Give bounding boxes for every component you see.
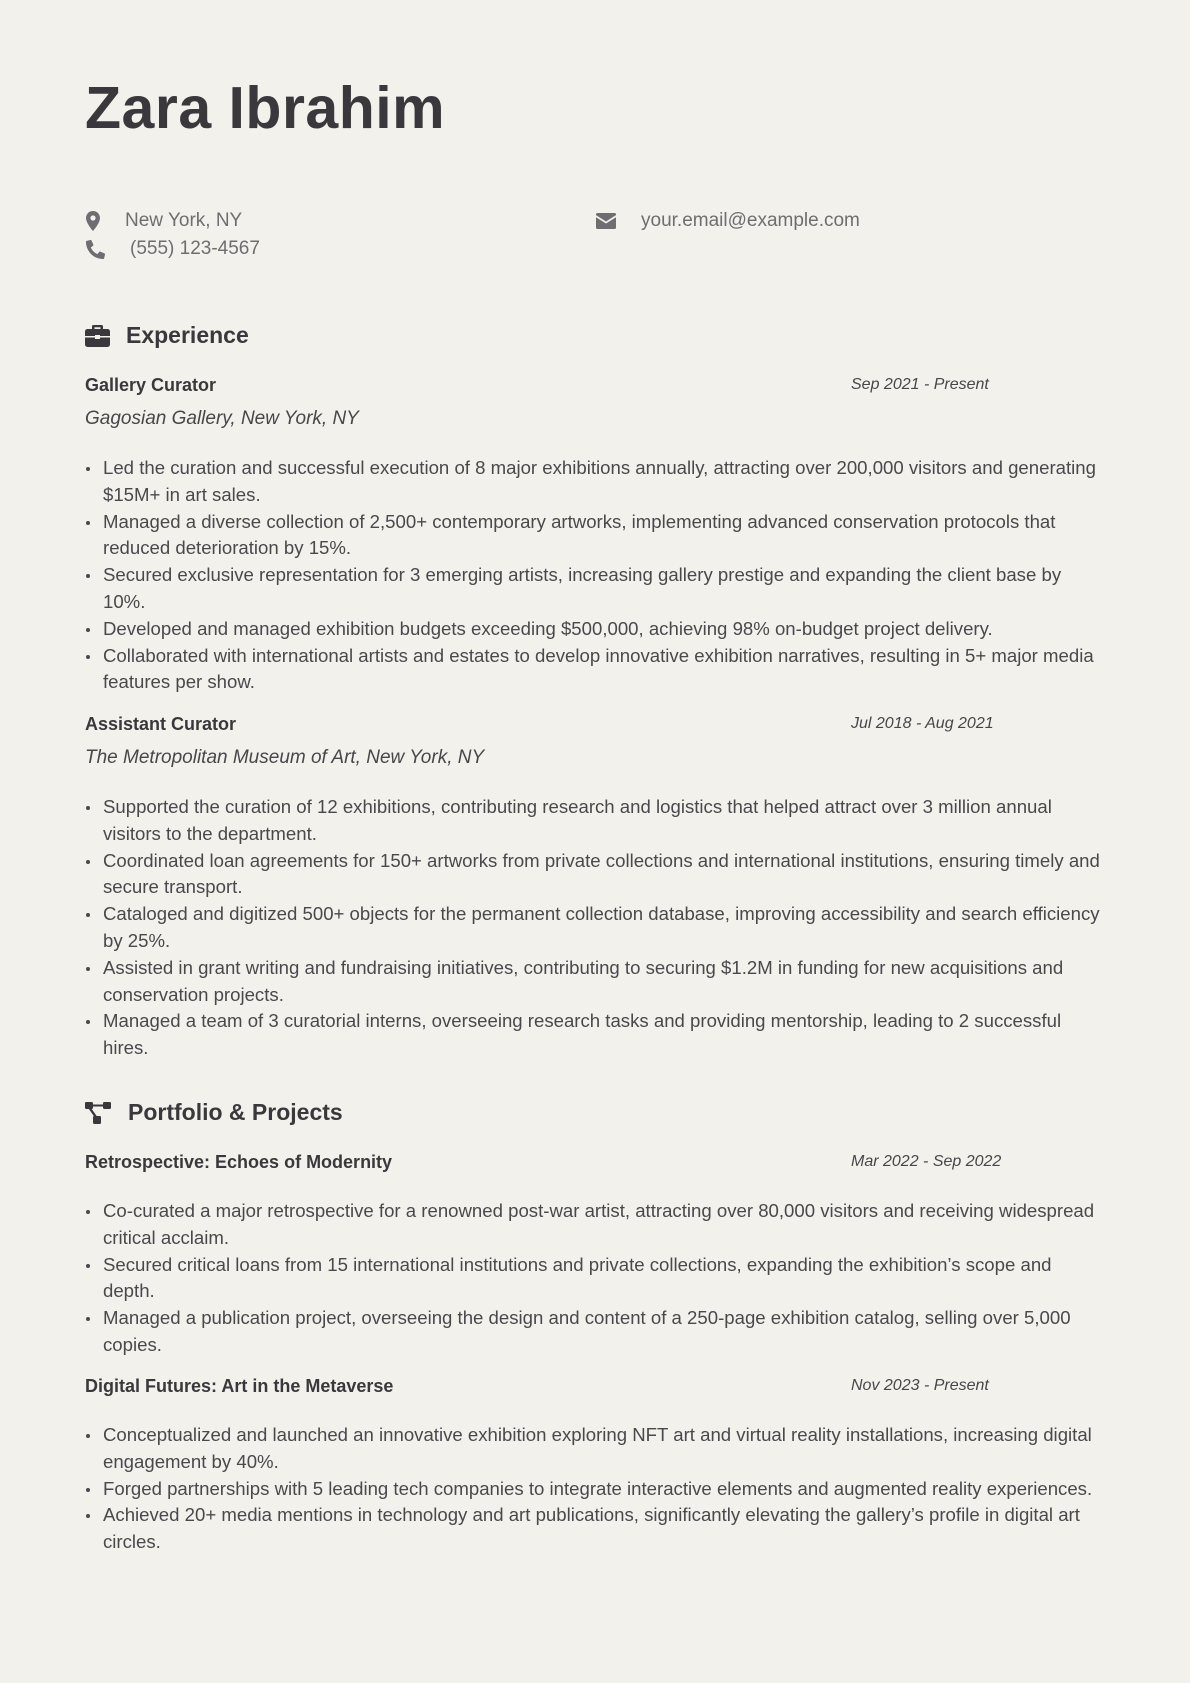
job-organization: The Metropolitan Museum of Art, New York, NY [85,747,485,768]
project-date: Nov 2023 - Present [851,1377,989,1394]
phone-link[interactable]: (555) 123-4567 [130,238,260,259]
project-title: Retrospective: Echoes of Modernity [85,1152,393,1172]
list-item: Managed a publication project, overseeing the design and content of a 250-page exhibition catalog, selling over 5,000 copies. [85,1305,1105,1359]
list-item: Assisted in grant writing and fundraising initiatives, contributing to securing $1.2M in funding for new acquisitions and conservation projects. [85,955,1105,1009]
project-bullet-list [85,1422,1105,1556]
phone-icon [85,239,105,259]
location-text: New York, NY [125,210,243,231]
contact-location [85,210,242,232]
job-title: Gallery Curator [85,375,217,395]
list-item: Led the curation and successful execution of 8 major exhibitions annually, attracting over 200,000 visitors and generating $15M+ in art sales. [85,455,1105,509]
experience-section-title: Experience [126,322,249,348]
projects-section-title: Portfolio & Projects [128,1099,343,1125]
project-bullet-list [85,1198,1105,1359]
briefcase-icon [85,324,111,348]
contact-phone [85,238,260,260]
job-title: Assistant Curator [85,714,237,734]
email-link[interactable]: your.email@example.com [641,210,860,231]
candidate-name: Zara Ibrahim [85,75,446,141]
envelope-icon [595,211,617,231]
list-item: Secured exclusive representation for 3 emerging artists, increasing gallery prestige and expanding the client base by 10%. [85,562,1105,616]
list-item: Supported the curation of 12 exhibitions, contributing research and logistics that helped attract over 3 million annual visitors to the department. [85,794,1105,848]
job-organization: Gagosian Gallery, New York, NY [85,408,359,429]
list-item: Achieved 20+ media mentions in technology and art publications, significantly elevating the gallery’s profile in digital art circles. [85,1502,1105,1556]
project-date: Mar 2022 - Sep 2022 [851,1153,1002,1170]
contact-email [595,210,860,232]
list-item: Forged partnerships with 5 leading tech companies to integrate interactive elements and augmented reality experiences. [85,1476,1105,1503]
job-date: Jul 2018 - Aug 2021 [851,715,994,732]
list-item: Developed and managed exhibition budgets exceeding $500,000, achieving 98% on-budget project delivery. [85,616,1105,643]
list-item: Secured critical loans from 15 international institutions and private collections, expanding the exhibition’s scope and depth. [85,1252,1105,1306]
list-item: Managed a diverse collection of 2,500+ contemporary artworks, implementing advanced conservation protocols that reduced deterioration by 15%. [85,509,1105,563]
experience-section-header [85,322,249,349]
projects-section-header [85,1099,343,1126]
job-date: Sep 2021 - Present [851,376,989,393]
project-diagram-icon [85,1101,111,1125]
list-item: Collaborated with international artists and estates to develop innovative exhibition narratives, resulting in 5+ major media features per show. [85,643,1105,697]
map-marker-icon [85,211,101,231]
list-item: Conceptualized and launched an innovative exhibition exploring NFT art and virtual reality installations, increasing digital engagement by 40%. [85,1422,1105,1476]
list-item: Co-curated a major retrospective for a renowned post-war artist, attracting over 80,000 visitors and receiving widespread critical acclaim. [85,1198,1105,1252]
project-title: Digital Futures: Art in the Metaverse [85,1376,394,1396]
list-item: Cataloged and digitized 500+ objects for the permanent collection database, improving accessibility and search efficiency by 25%. [85,901,1105,955]
job-bullet-list [85,455,1105,696]
list-item: Coordinated loan agreements for 150+ artworks from private collections and international institutions, ensuring timely and secure transport. [85,848,1105,902]
job-bullet-list [85,794,1105,1062]
list-item: Managed a team of 3 curatorial interns, overseeing research tasks and providing mentorship, leading to 2 successful hires. [85,1008,1105,1062]
